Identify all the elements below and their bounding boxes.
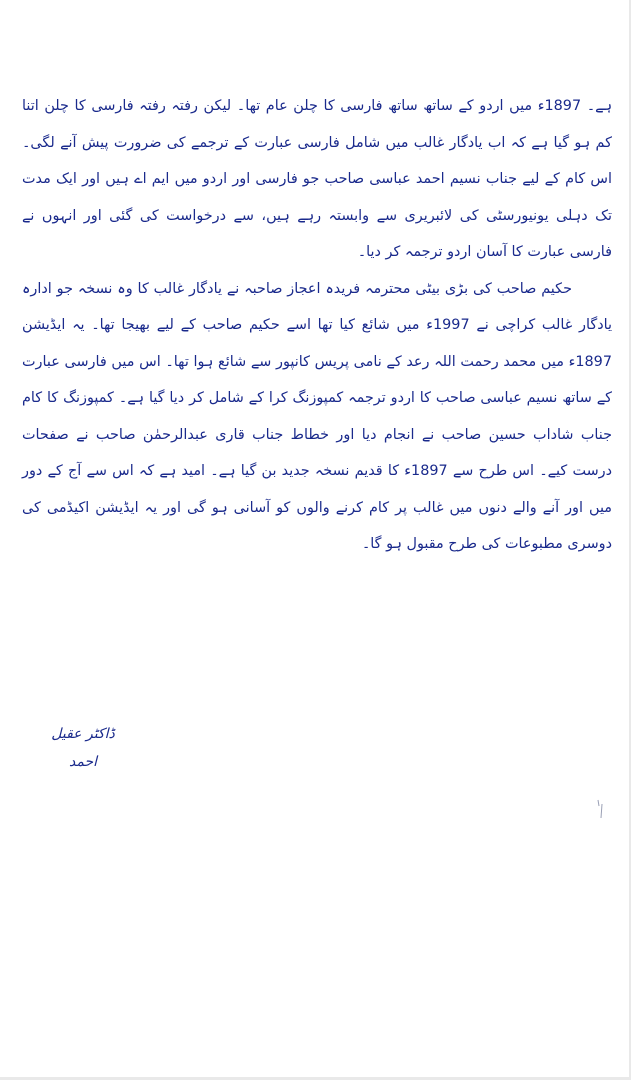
body-text bbox=[22, 88, 612, 563]
author-signature: ڈاکٹر عقیل احمد bbox=[51, 726, 115, 770]
paragraph-1: ہے۔ 1897ء میں اردو کے ساتھ ساتھ فارسی کا چلن عام تھا۔ لیکن رفتہ رفتہ فارسی کا چلن اتنا کم ہو گیا ہے کہ اب یادگار غالب میں شامل فارسی عبارت کے ترجمے کی ضرورت پیش آنے لگی۔ اس کام کے لیے جناب نسیم احمد عباسی صاحب جو فارسی اور اردو میں ایم اے ہیں اور ایک مدت تک دہلی یونیورسٹی کی لائبریری سے وابستہ رہے ہیں، سے درخواست کی گئی اور انہوں نے فارسی عبارت کا آسان اردو ترجمہ کر دیا۔ bbox=[22, 98, 613, 260]
scan-speck-mark bbox=[595, 798, 605, 820]
paragraph-2: حکیم صاحب کی بڑی بیٹی محترمہ فریدہ اعجاز صاحبہ نے یادگار غالب کا وہ نسخہ جو ادارہ یادگار غالب کراچی نے 1997ء میں شائع کیا تھا اسے حکیم صاحب کے لیے بھیجا تھا۔ یہ ایڈیشن 1897ء میں محمد رحمت اللہ رعد کے نامی پریس کانپور سے شائع ہوا تھا۔ اس میں فارسی عبارت کے ساتھ نسیم عباسی صاحب کا اردو ترجمہ کمپوزنگ کرا کے شامل کر دیا گیا ہے۔ کمپوزنگ کا کام جناب شاداب حسین صاحب نے انجام دیا اور خطاط جناب قاری عبدالرحمٰن صاحب نے صفحات درست کیے۔ اس طرح سے 1897ء کا قدیم نسخہ جدید بن گیا ہے۔ امید ہے کہ اس سے آج کے دور میں اور آنے والے دنوں میں غالب پر کام کرنے والوں کو آسانی ہو گی اور یہ ایڈیشن اکیڈمی کی دوسری مطبوعات کی طرح مقبول ہو گا۔ bbox=[22, 280, 613, 552]
